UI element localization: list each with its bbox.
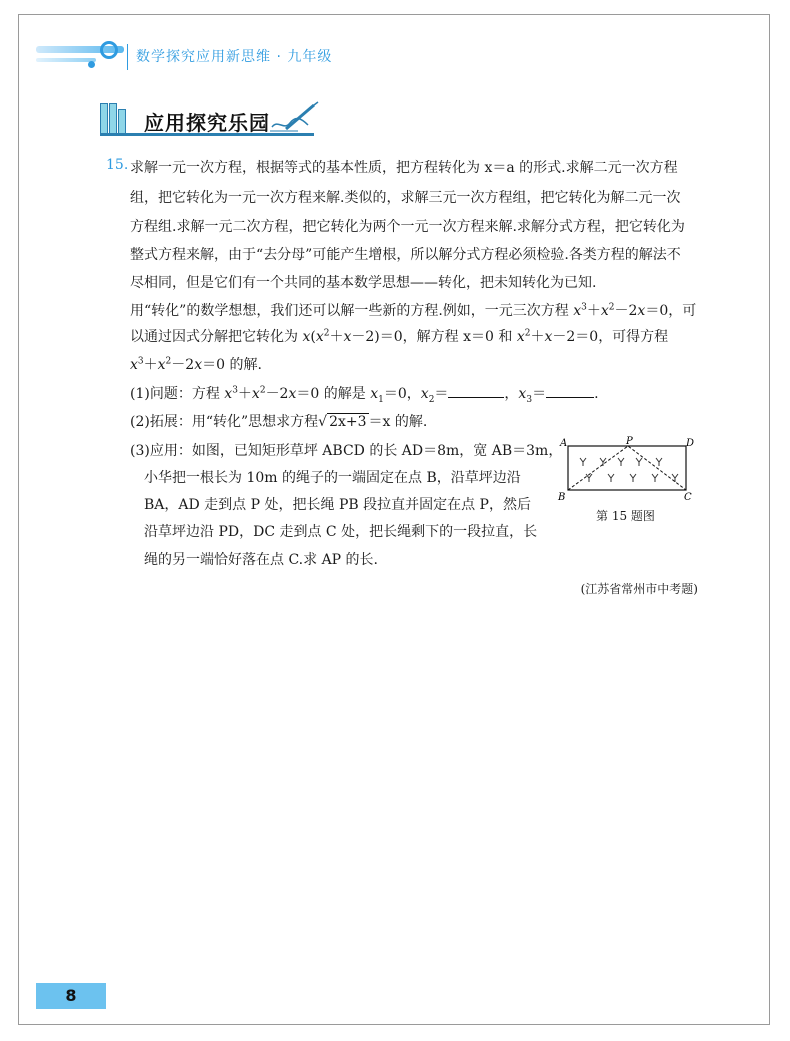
pen-writing-icon bbox=[268, 101, 320, 135]
part3-line-3: BA，AD 走到点 P 处，把长绳 PB 段拉直并固定在点 P，然后 bbox=[144, 497, 531, 513]
figure-caption: 第 15 题图 bbox=[596, 509, 655, 523]
answer-blank-x3[interactable] bbox=[546, 385, 594, 398]
grass-marks bbox=[580, 458, 678, 482]
part3-line-5: 绳的另一端恰好落在点 C.求 AP 的长. bbox=[144, 552, 378, 568]
part3-line-4: 沿草坪边沿 PD，DC 走到点 C 处，把长绳剩下的一段拉直，长 bbox=[144, 524, 538, 540]
part3-line-1: (3)应用：如图，已知矩形草坪 ABCD 的长 AD＝8m，宽 AB＝3m， bbox=[130, 443, 563, 459]
part1-line: (1)问题：方程 $x^3+x^2-2x=0$ 的解是 $x_1=0$，$x_2=$ ，$x_3=$ . bbox=[130, 385, 599, 405]
intro-line-3: 方程组.求解一元二次方程，把它转化为两个一元一次方程来解.求解分式方程，把它转化为 bbox=[130, 219, 685, 235]
problem-source: (江苏省常州市中考题) bbox=[580, 582, 698, 596]
problem-figure bbox=[556, 436, 696, 504]
label-B: B bbox=[558, 492, 566, 503]
header-decoration-bar-2 bbox=[36, 58, 96, 62]
label-P: P bbox=[626, 436, 633, 447]
problem-number: 15. bbox=[106, 157, 129, 173]
header-title: 数学探究应用新思维 · 九年级 bbox=[136, 49, 333, 65]
para2-line-3: $x^3+x^2-2x=0$ 的解. bbox=[130, 356, 262, 373]
label-C: C bbox=[684, 492, 692, 503]
section-bars-icon bbox=[100, 103, 134, 135]
para2-line-2: 以通过因式分解把它转化为 $x(x^2+x-2)=0$，解方程 x＝0 和 $x^2+x-2=0$，可得方程 bbox=[130, 328, 669, 345]
section-title: 应用探究乐园 bbox=[144, 111, 270, 135]
intro-line-4: 整式方程来解，由于“去分母”可能产生增根，所以解分式方程必须检验.各类方程的解法不 bbox=[130, 247, 681, 263]
para2-line-1: 用“转化”的数学想想，我们还可以解一些新的方程.例如，一元三次方程 $x^3+x^2-2x=0$，可 bbox=[130, 302, 697, 319]
header-dot-icon bbox=[88, 61, 95, 68]
label-A: A bbox=[560, 438, 568, 449]
rope-path bbox=[568, 446, 686, 490]
page-number: 8 bbox=[65, 986, 77, 1005]
intro-line-2: 组，把它转化为一元一次方程来解.类似的，求解三元一次方程组，把它转化为解二元一次 bbox=[130, 190, 681, 206]
part2-line: (2)拓展：用“转化”思想求方程√ 2x+3 ＝x 的解. bbox=[130, 414, 428, 430]
section-heading bbox=[100, 103, 320, 141]
intro-line-1: 求解一元一次方程，根据等式的基本性质，把方程转化为 x＝a 的形式.求解二元一次方程 bbox=[130, 160, 678, 176]
header-separator bbox=[127, 44, 128, 70]
answer-blank-x2[interactable] bbox=[448, 385, 504, 398]
lawn-rectangle bbox=[568, 446, 686, 490]
label-D: D bbox=[686, 438, 695, 449]
intro-line-5: 尽相同，但是它们有一个共同的基本数学思想——转化，把未知转化为已知. bbox=[130, 275, 597, 291]
header-circle-icon bbox=[100, 41, 118, 59]
part3-line-2: 小华把一根长为 10m 的绳子的一端固定在点 B，沿草坪边沿 bbox=[144, 470, 521, 486]
